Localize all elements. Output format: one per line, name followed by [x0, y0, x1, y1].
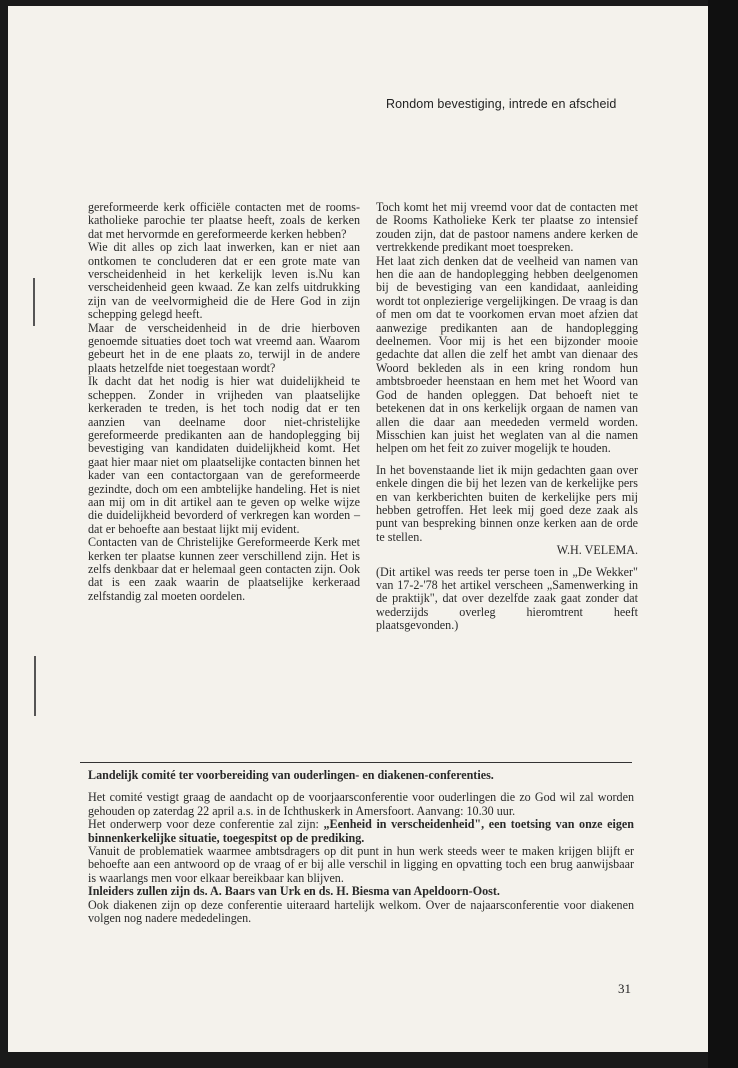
notice-title: Landelijk comité ter voorbereiding van ouderlingen- en diakenen-conferenties.: [88, 768, 494, 782]
author-signature: W.H. VELEMA.: [556, 543, 638, 558]
notice-paragraph: Ook diakenen zijn op deze conferentie uiteraard hartelijk welkom. Over de najaarsconferentie voor diakenen volgen nog nadere mededelingen.: [88, 897, 634, 926]
left-paragraph: gereformeerde kerk officiële contacten met de rooms-katholieke parochie ter plaatse heeft, zoals de kerken dat met hervormde en gereformeerde kerken hebben?: [88, 200, 360, 241]
right-paragraph: In het bovenstaande liet ik mijn gedachten gaan over enkele dingen die bij het lezen van de kerkelijke pers en van kerkberichten buiten de kerkelijke pers mij hebben getroffen. Het leek mij goed deze zaak als punt van bespreking binnen onze kerken aan de orde te stellen.: [376, 462, 638, 544]
right-paragraph: Het laat zich denken dat de veelheid van namen van hen die aan de handoplegging hebben deelgenomen bij de bevestiging van een kandidaat, aanleiding wordt tot onplezierige vergelijkingen. De vraag is dan of men om dat te voorkomen ervan moet afzien dat aanwezige predikanten aan de handoplegging deelnemen. Voor mij is het een bijzonder mooie gedachte dat allen die zelf het ambt van dienaar des Woord bekleden als in een kring rondom hun ambtsbroeder heenstaan en hem met het Woord van God de handen opleggen. Dat behoeft niet te betekenen dat in ons kerkelijk orgaan de namen van allen die daar aan meededen vermeld worden. Misschien kan juist het weglaten van al die namen helpen om het feit zo zuiver mogelijk te houden.: [376, 253, 638, 456]
document-page: [8, 6, 708, 1052]
notice-paragraph: [88, 818, 634, 845]
page-number: 31: [618, 981, 631, 996]
margin-mark-bottom: [34, 656, 36, 716]
right-column: [376, 201, 638, 633]
left-paragraph: Contacten van de Christelijke Gereformeerde Kerk met kerken ter plaatse kunnen zeer verschillend zijn. Het is zelfs denkbaar dat er helemaal geen contacten zijn. Ook dat is een zaak waarin de plaatselijke kerkeraad zelfstandig zal moeten oordelen.: [88, 535, 360, 603]
conference-notice: [88, 769, 634, 925]
notice-paragraph: Vanuit de problematiek waarmee ambtsdragers op dit punt in hun werk steeds weer te maken krijgen blijft er behoefte aan een antwoord op de vraag of er bij alle verschil in ligging en opvatting toch een brug aanwijsbaar is waarlangs men voor elkaar bereikbaar kan blijven.: [88, 844, 634, 885]
notice-speakers: [88, 885, 634, 898]
notice-paragraph: Het comité vestigt graag de aandacht op de voorjaarsconferentie voor ouderlingen die zo God wil zal worden gehouden op zaterdag 22 april a.s. in de Ichthuskerk in Amersfoort. Aanvang: 10.30 uur.: [88, 790, 634, 818]
right-paragraph: Toch komt het mij vreemd voor dat de contacten met de Rooms Katholieke Kerk ter plaatse zo intensief zouden zijn, dat de pastoor namens andere kerken de vertrekkende predikant moet toespreken.: [376, 200, 638, 255]
left-paragraph: Maar de verscheidenheid in de drie hierboven genoemde situaties doet toch wat vreemd aan. Waarom gebeurt het in de ene plaats zo, terwijl in de andere plaats hetzelfde niet toegestaan wordt?: [88, 320, 360, 375]
margin-mark-top: [33, 278, 35, 326]
section-divider: [80, 762, 632, 763]
left-paragraph: Wie dit alles op zich laat inwerken, kan er niet aan ontkomen te concluderen dat er een grote mate van verscheidenheid in het kerkelijk leven is.Nu kan verscheidenheid geen kwaad. Ze kan zelfs uitdrukking zijn van de veelvormigheid die de Here God in zijn schepping gelegd heeft.: [88, 240, 360, 322]
left-column: [88, 201, 360, 603]
scan-border: [708, 0, 738, 1068]
notice-speakers-text: Inleiders zullen zijn ds. A. Baars van Urk en ds. H. Biesma van Apeldoorn-Oost.: [88, 884, 500, 899]
running-header: Rondom bevestiging, intrede en afscheid: [386, 97, 617, 111]
left-paragraph: Ik dacht dat het nodig is hier wat duidelijkheid te scheppen. Zonder in vrijheden van plaatselijke kerkeraden te treden, is het toch nodig dat er ten aanzien van deelname door niet-christelijke gereformeerde predikanten aan de handoplegging bij bevestiging van kandidaten duidelijkheid komt. Het gaat hier maar niet om plaatselijke contacten binnen het kader van een contactorgaan van de gereformeerde gezindte, doch om een ambtelijke handeling. Het is niet aan mij om in dit artikel aan te geven op welke wijze die duidelijkheid bevorderd of verkregen kan worden – dat er behoefte aan bestaat lijkt mij evident.: [88, 374, 360, 536]
notice-subject-intro: Het onderwerp voor deze conferentie zal zijn:: [88, 817, 324, 832]
editorial-note: (Dit artikel was reeds ter perse toen in „De Wekker" van 17-2-'78 het artikel verscheen „Samenwerking in de praktijk", dat over dezelfde zaak gaat zonder dat wederzijds overleg hieromtrent heeft plaatsgevonden.): [376, 564, 638, 633]
notice-subject: „Eenheid in verscheidenheid", een toetsing van onze eigen binnenkerkelijke situatie, toegespitst op de prediking.: [88, 817, 634, 845]
